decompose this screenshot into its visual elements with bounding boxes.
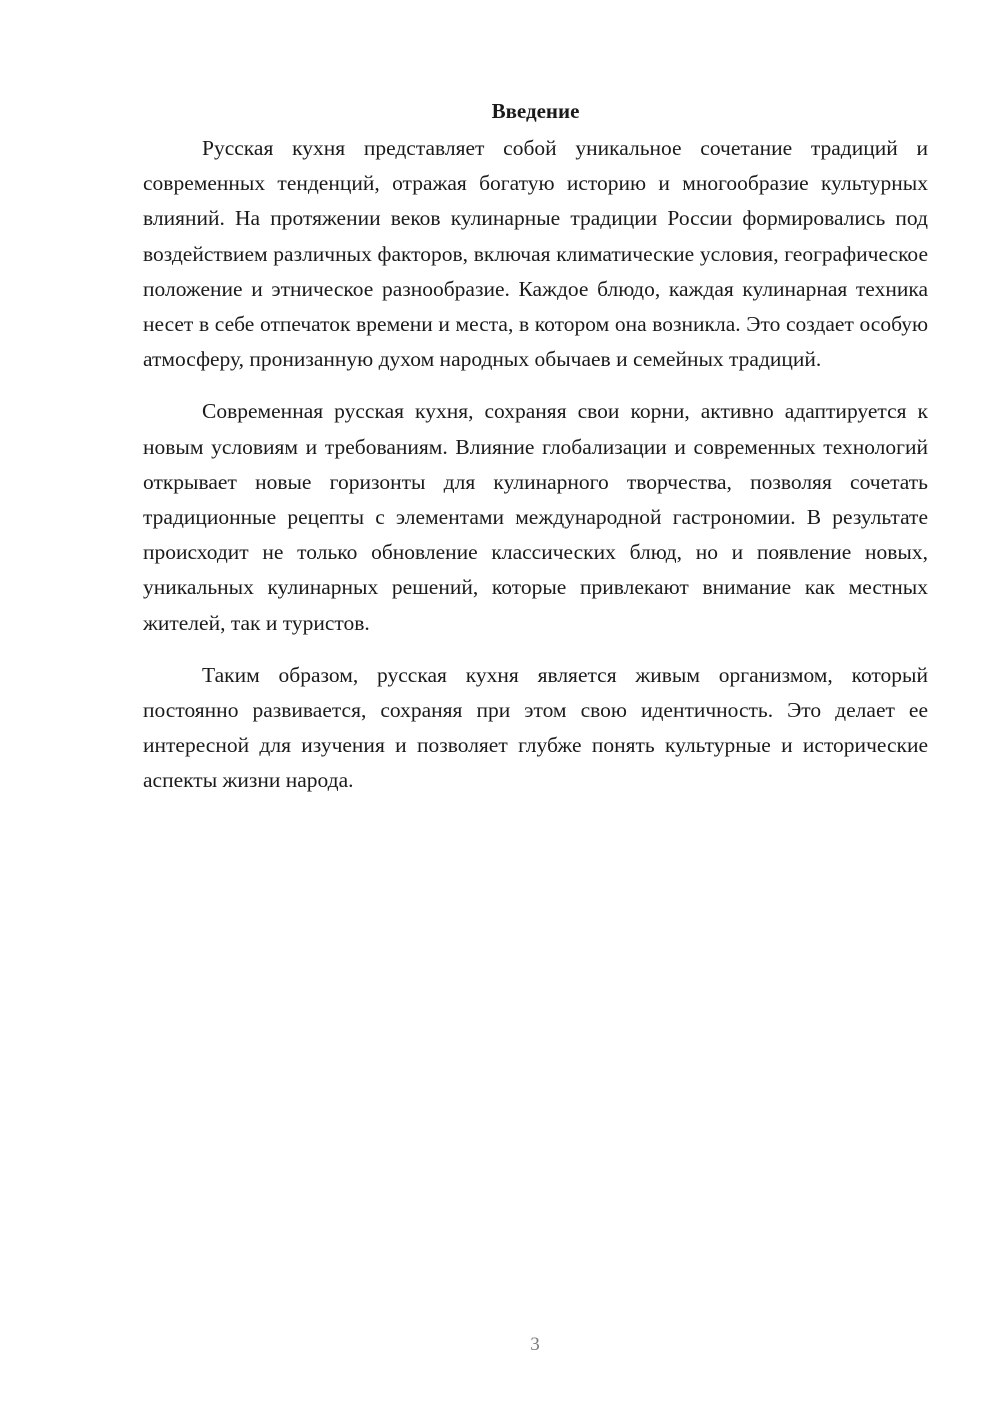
- section-heading: Введение: [491, 99, 580, 123]
- page-content: [143, 96, 928, 816]
- paragraph-2: Современная русская кухня, сохраняя свои корни, активно адаптируется к новым условиям и требованиям. Влияние глобализации и современных технологий открывает новые горизонты для кулинарного творчества, позволяя сочетать традиционные рецепты с элементами международной гастрономии. В результате происходит не только обновление классических блюд, но и появление новых, уникальных кулинарных решений, которые привлекают внимание как местных жителей, так и туристов.: [143, 399, 928, 635]
- paragraph-1: Русская кухня представляет собой уникальное сочетание традиций и современных тенденций, отражая богатую историю и многообразие культурных влияний. На протяжении веков кулинарные традиции России формировались под воздействием различных факторов, включая климатические условия, географическое положение и этническое разнообразие. Каждое блюдо, каждая кулинарная техника несет в себе отпечаток времени и места, в котором она возникла. Это создает особую атмосферу, пронизанную духом народных обычаев и семейных традиций.: [143, 136, 928, 372]
- page-number: 3: [530, 1334, 540, 1355]
- paragraph-3: Таким образом, русская кухня является живым организмом, который постоянно развивается, сохраняя при этом свою идентичность. Это делает ее интересной для изучения и позволяет глубже понять культурные и исторические аспекты жизни народа.: [143, 662, 928, 793]
